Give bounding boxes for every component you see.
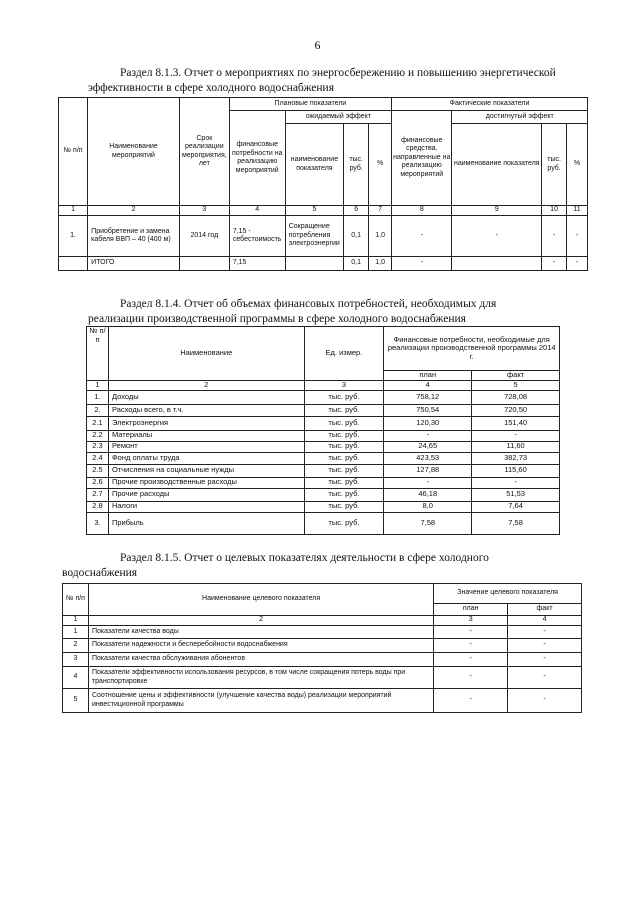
row-plan: - <box>434 689 508 713</box>
header-plan: план <box>434 604 508 616</box>
row-num: 2.3 <box>87 441 109 452</box>
row-num: 2.7 <box>87 488 109 501</box>
row-plan: - <box>384 430 472 441</box>
table-row <box>87 488 560 501</box>
row-name: Расходы всего, в т.ч. <box>108 404 304 416</box>
col-number: 9 <box>452 206 542 216</box>
row-unit: тыс. руб. <box>304 452 384 464</box>
row-plan: 24,65 <box>384 441 472 452</box>
row-plan: - <box>434 667 508 689</box>
section2-title-line2: реализации производственной программы в сфере холодного водоснабжения <box>88 313 466 325</box>
row-unit: тыс. руб. <box>304 512 384 534</box>
header-name: Наименование <box>108 327 304 381</box>
header-actual: Фактические показатели <box>392 98 588 111</box>
header-term: Срок реализации мероприятия, лет <box>179 98 229 206</box>
row-plan: 7,58 <box>384 512 472 534</box>
row-rub: 0,1 <box>344 216 369 257</box>
column-numbers-row <box>87 381 560 391</box>
table-row <box>87 430 560 441</box>
row-num: 3 <box>63 653 89 667</box>
table-row <box>87 452 560 464</box>
row-plan: 750,54 <box>384 404 472 416</box>
header-value: Значение целевого показателя <box>434 584 582 604</box>
col-number: 8 <box>392 206 452 216</box>
row-name: Показатели надежности и бесперебойности водоснабжения <box>88 639 433 653</box>
row-plan: - <box>434 639 508 653</box>
col-number: 1 <box>63 616 89 626</box>
row-num: 1 <box>63 626 89 639</box>
table-row <box>63 626 582 639</box>
target-indicators-table <box>62 583 582 713</box>
row-name: Ремонт <box>108 441 304 452</box>
table-row <box>87 477 560 488</box>
row-name: Прочие производственные расходы <box>108 477 304 488</box>
row-fact: 728,08 <box>472 390 560 404</box>
header-indicator-name-fact: наименование показателя <box>452 124 542 206</box>
row-num: 2.2 <box>87 430 109 441</box>
row-fact: - <box>472 477 560 488</box>
row-fact: 115,60 <box>472 464 560 477</box>
row-unit: тыс. руб. <box>304 390 384 404</box>
financial-needs-table <box>86 326 560 535</box>
row-fact: - <box>508 653 582 667</box>
table-row <box>87 390 560 404</box>
row-term <box>179 257 229 271</box>
table-row <box>63 689 582 713</box>
row-fact: - <box>508 689 582 713</box>
row-fact-rub: - <box>542 257 567 271</box>
header-name: Наименование мероприятий <box>88 98 180 206</box>
row-name: Отчисления на социальные нужды <box>108 464 304 477</box>
table-row <box>87 416 560 430</box>
header-plan: план <box>384 371 472 381</box>
row-name: Прибыль <box>108 512 304 534</box>
column-numbers-row <box>63 616 582 626</box>
header-num: № п/п <box>59 98 88 206</box>
row-fact-pct: - <box>567 257 588 271</box>
row-num: 1. <box>87 390 109 404</box>
row-indicator: Сокращение потребления электроэнергии <box>285 216 343 257</box>
table-row <box>63 639 582 653</box>
row-num: 2.5 <box>87 464 109 477</box>
row-plan: 423,53 <box>384 452 472 464</box>
row-plan: 46,18 <box>384 488 472 501</box>
row-name: ИТОГО <box>88 257 180 271</box>
col-number: 5 <box>472 381 560 391</box>
col-number: 2 <box>88 616 433 626</box>
header-achieved-effect: достигнутый эффект <box>452 111 588 124</box>
row-fact-indicator: - <box>452 216 542 257</box>
page-number: 6 <box>314 38 321 52</box>
row-plan: 758,12 <box>384 390 472 404</box>
table-row <box>87 441 560 452</box>
row-num: 3. <box>87 512 109 534</box>
row-unit: тыс. руб. <box>304 404 384 416</box>
header-expected-effect: ожидаемый эффект <box>285 111 391 124</box>
header-percent-fact: % <box>567 124 588 206</box>
row-unit: тыс. руб. <box>304 416 384 430</box>
row-unit: тыс. руб. <box>304 441 384 452</box>
col-number: 5 <box>285 206 343 216</box>
header-fin-funds: финансовые средства, направленные на реализацию мероприятий <box>392 111 452 206</box>
row-num: 1. <box>59 216 88 257</box>
row-plan: - <box>434 653 508 667</box>
row-num: 2. <box>87 404 109 416</box>
row-name: Приобретение и замена кабеля ВВП – 40 (400 м) <box>88 216 180 257</box>
header-fact: факт <box>472 371 560 381</box>
row-num: 2.8 <box>87 501 109 512</box>
row-fact-fin: - <box>392 216 452 257</box>
header-fin-needs: финансовые потребности на реализацию мероприятий <box>229 111 285 206</box>
table-row <box>63 653 582 667</box>
table-row-total <box>59 257 588 271</box>
row-fact: 7,64 <box>472 501 560 512</box>
row-fin: 7,15 - себестоимость <box>229 216 285 257</box>
col-number: 3 <box>179 206 229 216</box>
events-table <box>58 97 588 271</box>
row-fact: 382,73 <box>472 452 560 464</box>
row-name: Доходы <box>108 390 304 404</box>
row-num: 2.1 <box>87 416 109 430</box>
col-number: 11 <box>567 206 588 216</box>
row-fact: 7,58 <box>472 512 560 534</box>
row-fact: - <box>508 667 582 689</box>
row-indicator <box>285 257 343 271</box>
row-name: Показатели качества обслуживания абонентов <box>88 653 433 667</box>
header-thous-rub-fact: тыс. руб. <box>542 124 567 206</box>
row-num: 2.6 <box>87 477 109 488</box>
header-name: Наименование целевого показателя <box>88 584 433 616</box>
header-thous-rub: тыс. руб. <box>344 124 369 206</box>
row-fact-rub: - <box>542 216 567 257</box>
row-fact: 51,53 <box>472 488 560 501</box>
col-number: 4 <box>229 206 285 216</box>
row-name: Показатели эффективности использования ресурсов, в том числе сокращения потерь воды при транспортировке <box>88 667 433 689</box>
section3-title-line1: Раздел 8.1.5. Отчет о целевых показателях деятельности в сфере холодного <box>120 552 489 564</box>
row-fact: - <box>508 639 582 653</box>
col-number: 7 <box>369 206 392 216</box>
row-fact: 720,50 <box>472 404 560 416</box>
row-fact-indicator <box>452 257 542 271</box>
col-number: 3 <box>434 616 508 626</box>
header-fact: факт <box>508 604 582 616</box>
header-indicator-name: наименование показателя <box>285 124 343 206</box>
table-row <box>59 216 588 257</box>
row-unit: тыс. руб. <box>304 477 384 488</box>
row-name: Фонд оплаты труда <box>108 452 304 464</box>
row-fact: - <box>472 430 560 441</box>
col-number: 10 <box>542 206 567 216</box>
row-fact: - <box>508 626 582 639</box>
row-plan: 120,30 <box>384 416 472 430</box>
col-number: 6 <box>344 206 369 216</box>
row-unit: тыс. руб. <box>304 501 384 512</box>
section1-title-line2: эффективности в сфере холодного водоснабжения <box>88 82 334 94</box>
header-num: № п/п <box>87 327 109 381</box>
header-percent: % <box>369 124 392 206</box>
section3-title-line2: водоснабжения <box>62 567 138 579</box>
row-plan: 8,0 <box>384 501 472 512</box>
row-name: Электроэнергия <box>108 416 304 430</box>
row-num: 2.4 <box>87 452 109 464</box>
table-row <box>87 512 560 534</box>
row-num: 4 <box>63 667 89 689</box>
row-fact-fin: - <box>392 257 452 271</box>
header-num: № п/п <box>63 584 89 616</box>
row-unit: тыс. руб. <box>304 488 384 501</box>
row-term: 2014 год <box>179 216 229 257</box>
row-unit: тыс. руб. <box>304 464 384 477</box>
table-row <box>87 404 560 416</box>
row-unit: тыс. руб. <box>304 430 384 441</box>
row-fact: 151,40 <box>472 416 560 430</box>
row-num: 2 <box>63 639 89 653</box>
col-number: 2 <box>88 206 180 216</box>
col-number: 4 <box>384 381 472 391</box>
row-fact-pct: - <box>567 216 588 257</box>
table-row <box>63 667 582 689</box>
row-plan: - <box>384 477 472 488</box>
column-numbers-row <box>59 206 588 216</box>
row-pct: 1,0 <box>369 216 392 257</box>
col-number: 2 <box>108 381 304 391</box>
row-name: Показатели качества воды <box>88 626 433 639</box>
header-planned: Плановые показатели <box>229 98 391 111</box>
row-name: Материалы <box>108 430 304 441</box>
row-fact: 11,60 <box>472 441 560 452</box>
col-number: 4 <box>508 616 582 626</box>
row-plan: 127,88 <box>384 464 472 477</box>
row-rub: 0,1 <box>344 257 369 271</box>
table-row <box>87 501 560 512</box>
col-number: 1 <box>59 206 88 216</box>
section2-title-line1: Раздел 8.1.4. Отчет об объемах финансовых потребностей, необходимых для <box>120 298 497 310</box>
col-number: 3 <box>304 381 384 391</box>
row-name: Прочие расходы <box>108 488 304 501</box>
row-num <box>59 257 88 271</box>
table-row <box>87 464 560 477</box>
header-unit: Ед. измер. <box>304 327 384 381</box>
row-num: 5 <box>63 689 89 713</box>
row-plan: - <box>434 626 508 639</box>
row-pct: 1,0 <box>369 257 392 271</box>
row-fin: 7,15 <box>229 257 285 271</box>
col-number: 1 <box>87 381 109 391</box>
section1-title-line1: Раздел 8.1.3. Отчет о мероприятиях по энергосбережению и повышению энергетической <box>120 67 556 79</box>
row-name: Соотношение цены и эффективности (улучшение качества воды) реализации мероприятий инвестиционной программы <box>88 689 433 713</box>
header-fin-needs: Финансовые потребности, необходимые для реализации производственной программы 2014 г. <box>384 327 560 371</box>
row-name: Налоги <box>108 501 304 512</box>
